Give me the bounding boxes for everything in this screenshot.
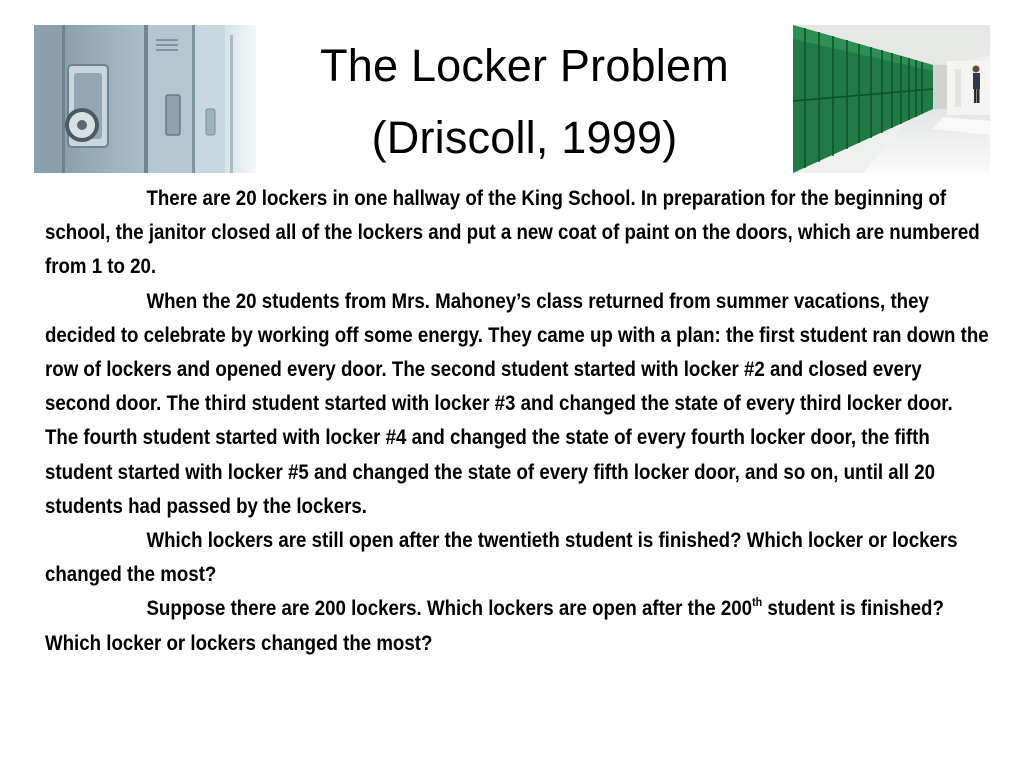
paragraph-3: Which lockers are still open after the twentieth student is finished? Which locker or lockers changed the most? <box>45 529 958 587</box>
paragraph-4-end: student is finished? Which locker or lockers changed the most? <box>45 597 944 655</box>
hallway-image <box>793 25 990 173</box>
paragraph-1: There are 20 lockers in one hallway of the King School. In preparation for the beginning of school, the janitor closed all of the lockers and put a new coat of paint on the doors, which are numbered from 1 to 20. <box>45 187 980 279</box>
slide-title <box>256 36 793 168</box>
paragraph-4 <box>45 592 990 660</box>
school-hallway-lockers-photo <box>793 25 990 173</box>
title-line-2: (Driscoll, 1999) <box>371 112 678 163</box>
locker-closeup-photo <box>34 25 256 173</box>
problem-text <box>45 182 990 661</box>
paragraph-4-start: Suppose there are 200 lockers. Which lockers are open after the 200 <box>146 597 753 621</box>
locker-closeup-image <box>34 25 256 173</box>
ordinal-superscript: th <box>752 595 763 610</box>
paragraph-2: When the 20 students from Mrs. Mahoney’s class returned from summer vacations, they decided to celebrate by working off some energy. They came up with a plan: the first student ran down the row of lockers and opened every door. The second student started with locker #2 and closed every second door. The third student started with locker #3 and changed the state of every third locker door. The fourth student started with locker #4 and changed the state of every fourth locker door, the fifth student started with locker #5 and changed the state of every fifth locker door, and so on, until all 20 students had passed by the lockers. <box>45 289 989 518</box>
title-line-1: The Locker Problem <box>320 40 729 91</box>
